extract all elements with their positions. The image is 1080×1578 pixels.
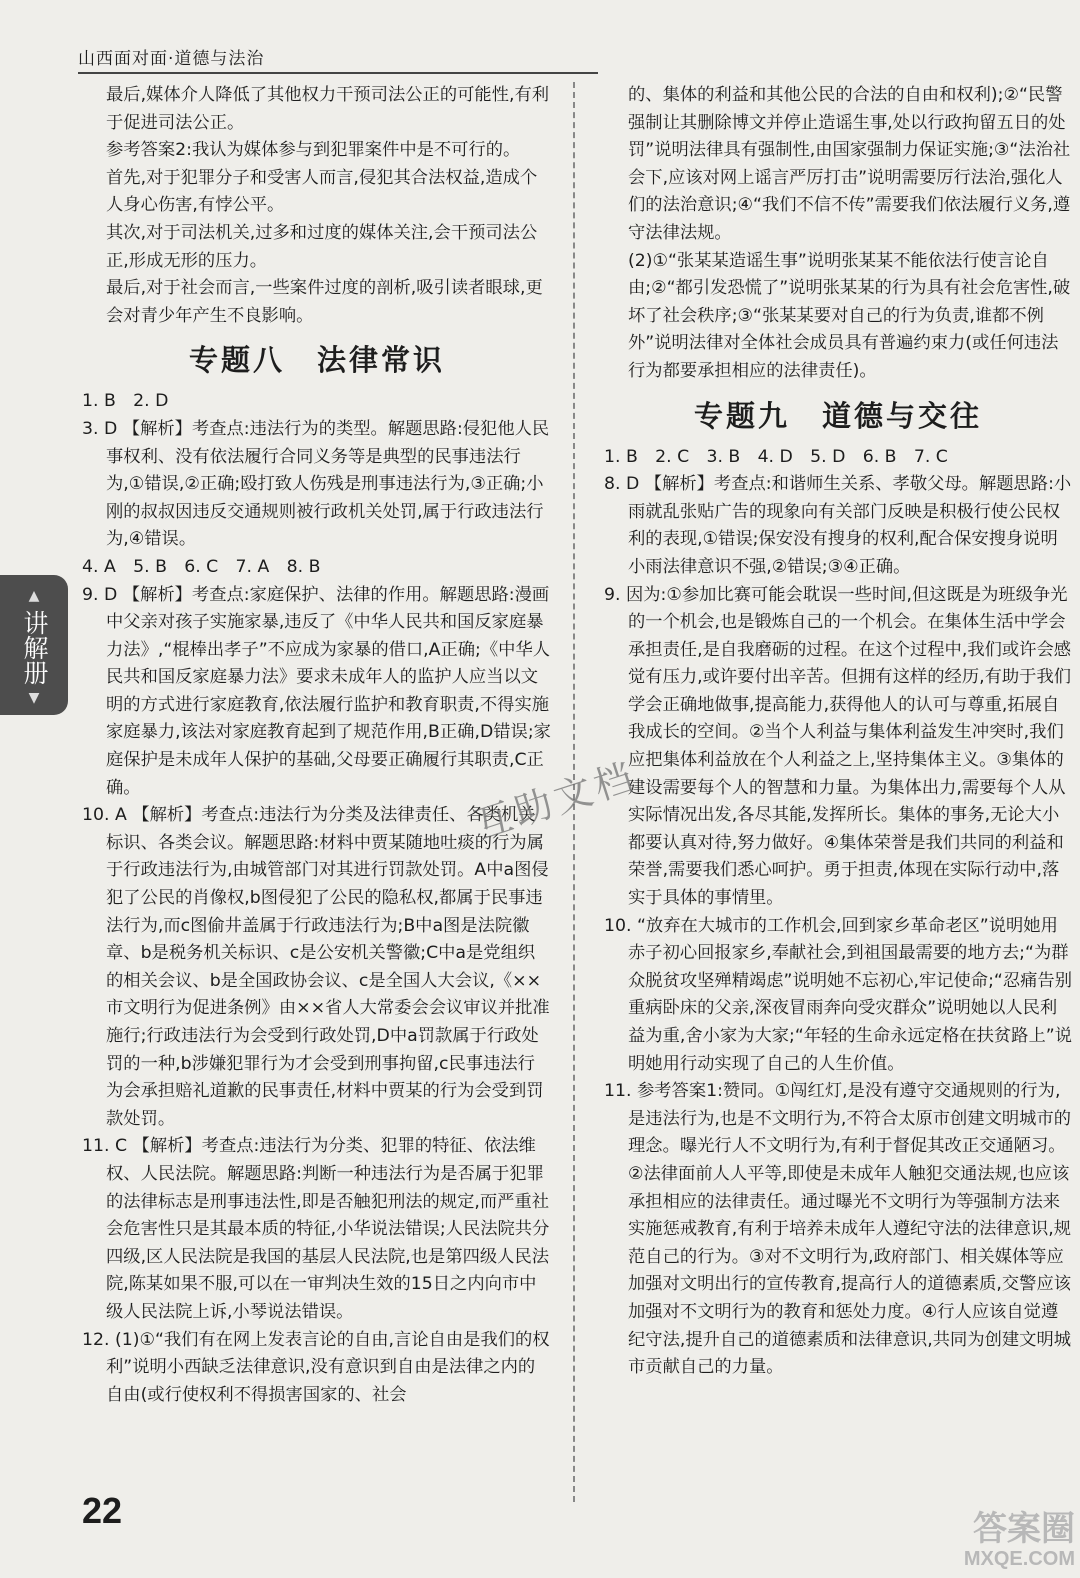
intro-paragraph: 最后,媒体介人降低了其他权力干预司法公正的可能性,有利于促进司法公正。 xyxy=(106,85,550,133)
continuation-paragraph: (2)①“张某某造谣生事”说明张某某不能依法行使言论自由;②“都引发恐慌了”说明张某某的行为具有社会危害性,破坏了社会秩序;③“张某某要对自己的行为负责,谁都不例外”说明法律对全体社会成员具有普遍约束力(或任何违法行为都要承担相应的法律责任)。 xyxy=(628,250,1071,381)
logo-text-en: MXQE.COM xyxy=(963,1548,1075,1570)
page-number: 22 xyxy=(82,1490,123,1531)
answer-item: 1. B 2. C 3. B 4. D 5. D 6. B 7. C xyxy=(604,446,948,467)
answer-item: 3. D 【解析】考查点:违法行为的类型。解题思路:侵犯他人民事权利、没有依法履行合同义务等是典型的民事违法行为,①错误,②正确;殴打致人伤残是刑事违法行为,③正确;小刚的叔叔因违反交通规则被行政机关处罚,属于行政违法行为,④错误。 xyxy=(82,418,550,550)
answer-item: 12. (1)①“我们有在网上发表言论的自由,言论自由是我们的权利”说明小西缺乏法律意识,没有意识到自由是法律之内的自由(或行使权利不得损害国家的、社会 xyxy=(82,1329,550,1405)
answer-item: 10. “放弃在大城市的工作机会,回到家乡革命老区”说明她用赤子初心回报家乡,奉献社会,到祖国最需要的地方去;“为群众脱贫攻坚殚精竭虑”说明她不忘初心,牢记使命;“忍痛告别重病卧床的父亲,深夜冒雨奔向受灾群众”说明她以人民利益为重,舍小家为大家;“年轻的生命永远定格在扶贫路上”说明她用行动实现了自己的人生价值。 xyxy=(604,915,1072,1074)
stamp-watermark: 互助文档 xyxy=(468,753,642,848)
answer-item: 11. 参考答案1:赞同。①闯红灯,是没有遵守交通规则的行为,是违法行为,也是不文明行为,不符合太原市创建文明城市的理念。曝光行人不文明行为,有利于督促其改正交通陋习。②法律面前人人平等,即使是未成年人触犯交通法规,也应该承担相应的法律责任。通过曝光不文明行为等强制方法来实施惩戒教育,有利于培养未成年人遵纪守法的法律意识,规范自己的行为。③对不文明行为,政府部门、相关媒体等应加强对文明出行的宣传教育,提高行人的道德素质,交警应该加强对不文明行为的教育和惩处力度。④行人应该自觉遵纪守法,提升自己的道德素质和法律意识,共同为创建文明城市贡献自己的力量。 xyxy=(604,1081,1072,1378)
chevron-up-icon: ▲ xyxy=(28,588,40,604)
answer-item: 4. A 5. B 6. C 7. A 8. B xyxy=(82,556,321,577)
answer-item: 11. C 【解析】考查点:违法行为分类、犯罪的特征、依法维权、人民法院。解题思路:判断一种违法行为是否属于犯罪的法律标志是刑事违法性,即是否触犯刑法的规定,而严重社会危害性只是其最本质的特征,小华说法错误;人民法院共分四级,区人民法院是我国的基层人民法院,也是第四级人民法院,陈某如果不服,可以在一审判决生效的15日之内向市中级人民法院上诉,小琴说法错误。 xyxy=(82,1136,550,1322)
left-column xyxy=(82,82,552,1409)
continuation-paragraph: 的、集体的利益和其他公民的合法的自由和权利);②“民警强制让其删除博文并停止造谣生事,处以行政拘留五日的处罚”说明法律具有强制性,由国家强制力保证实施;③“法治社会下,应该对网上谣言严厉打击”说明需要厉行法治,强化人们的法治意识;④“我们不信不传”需要我们依法履行义务,遵守法律法规。 xyxy=(628,85,1071,243)
answer-item: 1. B 2. D xyxy=(82,391,169,412)
answer-item: 8. D 【解析】考查点:和谐师生关系、孝敬父母。解题思路:小雨就乱张贴广告的现象向有关部门反映是积极行使公民权利的表现,①错误;保安没有搜身的权利,配合保安搜身说明小雨法律意识不强,②错误;③④正确。 xyxy=(604,474,1072,577)
side-tab xyxy=(0,575,68,715)
logo-text-cn: 答案圈 xyxy=(973,1510,1075,1548)
chevron-down-icon: ▼ xyxy=(28,690,40,706)
side-tab-label: 讲解册 xyxy=(20,609,49,685)
answer-item: 10. A 【解析】考查点:违法行为分类及法律责任、各类机关标识、各类会议。解题思路:材料中贾某随地吐痰的行为属于行政违法行为,由城管部门对其进行罚款处罚。A中a图侵犯了公民的肖像权,b图侵犯了公民的隐私权,都属于民事违法行为,而c图偷井盖属于行政违法行为;B中a图是法院徽章、b是税务机关标识、c是公安机关警徽;C中a是党组织的相关会议、b是全国政协会议、c是全国人大会议,《××市文明行为促进条例》由××省人大常委会会议审议并批准施行;行政违法行为会受到行政处罚,D中a罚款属于行政处罚的一种,b涉嫌犯罪行为才会受到刑事拘留,c民事违法行为会承担赔礼道歉的民事责任,材料中贾某的行为会受到罚款处罚。 xyxy=(82,805,550,1129)
right-column xyxy=(604,82,1072,1382)
header-rule xyxy=(78,72,598,74)
answer-item: 9. 因为:①参加比赛可能会耽误一些时间,但这既是为班级争光的一个机会,也是锻炼自己的一个机会。在集体生活中学会承担责任,是自我磨砺的过程。在这个过程中,我们或许会感觉有压力,或许要付出辛苦。但拥有这样的经历,有助于我们学会正确地做事,提高能力,获得他人的认可与尊重,拓展自我成长的空间。②当个人利益与集体利益发生冲突时,我们应把集体利益放在个人利益之上,坚持集体主义。③集体的建设需要每个人的智慧和力量。为集体出力,需要每个人从实际情况出发,各尽其能,发挥所长。集体的事务,无论大小都要认真对待,努力做好。④集体荣誉是我们共同的利益和荣誉,需要我们悉心呵护。勇于担责,体现在实际行动中,落实于具体的事情里。 xyxy=(604,584,1072,909)
section-title-8: 专题八 法律常识 xyxy=(188,343,445,378)
intro-paragraph: 参考答案2:我认为媒体参与到犯罪案件中是不可行的。 xyxy=(106,140,521,161)
site-logo-watermark xyxy=(900,1510,1075,1574)
intro-paragraph: 最后,对于社会而言,一些案件过度的剖析,吸引读者眼球,更会对青少年产生不良影响。 xyxy=(106,278,543,326)
intro-paragraph: 首先,对于犯罪分子和受害人而言,侵犯其合法权益,造成个人身心伤害,有悖公平。 xyxy=(106,167,538,216)
answer-item: 9. D 【解析】考查点:家庭保护、法律的作用。解题思路:漫画中父亲对孩子实施家暴,违反了《中华人民共和国反家庭暴力法》,“棍棒出孝子”不应成为家暴的借口,A正确;《中华人民共和国反家庭暴力法》要求未成年人的监护人应当以文明的方式进行家庭教育,依法履行监护和教育职责,不得实施家庭暴力,该法对家庭教育起到了规范作用,B正确,D错误;家庭保护是未成年人保护的基础,父母要正确履行其职责,C正确。 xyxy=(82,584,551,798)
intro-paragraph: 其次,对于司法机关,过多和过度的媒体关注,会干预司法公正,形成无形的压力。 xyxy=(106,222,538,271)
section-title-9: 专题九 道德与交往 xyxy=(693,398,982,433)
running-header: 山西面对面·道德与法治 xyxy=(78,49,265,69)
